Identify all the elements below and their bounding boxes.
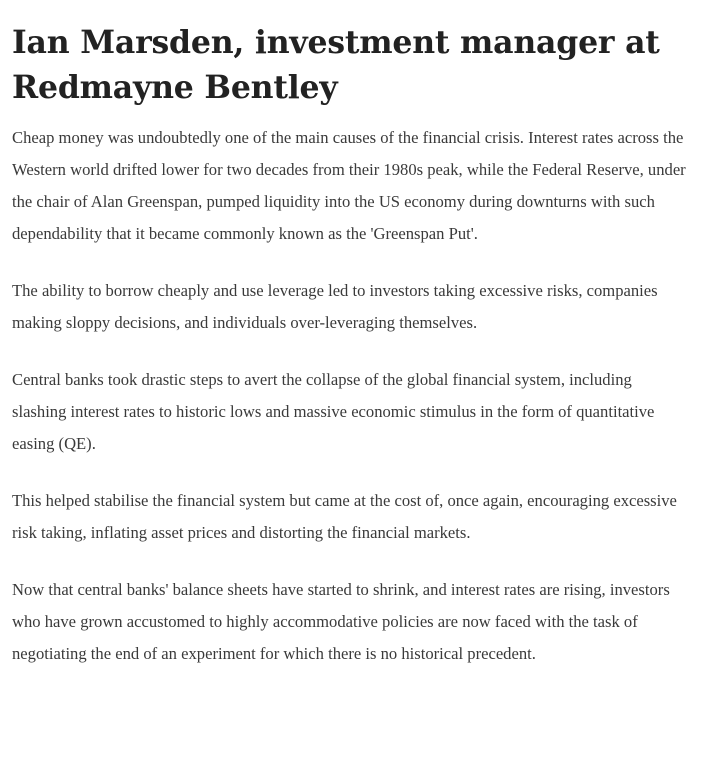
article-paragraph: Now that central banks' balance sheets have started to shrink, and interest rates are rising, investors who have grown accustomed to highly accommodative policies are now faced with the task of negotiating the end of an experiment for which there is no historical precedent.	[12, 580, 670, 663]
article-paragraph: The ability to borrow cheaply and use leverage led to investors taking excessive risks, companies making sloppy decisions, and individuals over-leveraging themselves.	[12, 281, 658, 332]
article-paragraph: Central banks took drastic steps to avert the collapse of the global financial system, including slashing interest rates to historic lows and massive economic stimulus in the form of quantitative easing (QE).	[12, 370, 655, 453]
article-paragraph: This helped stabilise the financial system but came at the cost of, once again, encouraging excessive risk taking, inflating asset prices and distorting the financial markets.	[12, 491, 677, 542]
article-headline: Ian Marsden, investment manager at Redmayne Bentley	[12, 24, 660, 106]
article-paragraph: Cheap money was undoubtedly one of the main causes of the financial crisis. Interest rates across the Western world drifted lower for two decades from their 1980s peak, while the Federal Reserve, under the chair of Alan Greenspan, pumped liquidity into the US economy during downturns with such dependability that it became commonly known as the 'Greenspan Put'.	[12, 128, 686, 243]
